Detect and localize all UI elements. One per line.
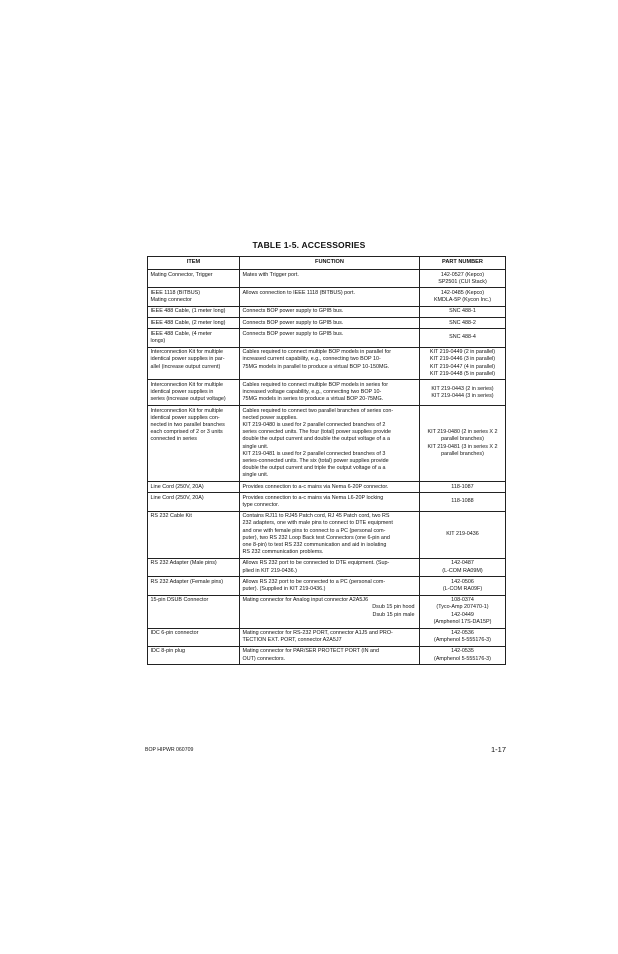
part-number-text: 142-0487 (L-COM RA09M) [442,560,483,574]
part-number-text: KIT 219-0480 (2 in series X 2 parallel branches) KIT 219-0481 (3 in series X 2 parallel branches) [427,429,498,457]
item-text: Interconnection Kit for multiple identical power supplies in series (increase output voltage) [150,381,226,403]
table-body [148,270,506,665]
part-number-cell [420,511,506,558]
part-number-text: SNC 488-4 [449,334,476,341]
part-number-text: 142-0536 (Amphenol 5-555176-3) [434,630,491,644]
table-row [148,482,506,493]
table-row [148,318,506,329]
part-number-text: SNC 488-2 [449,319,476,326]
table-row [148,306,506,317]
item-text: IDC 6-pin connector [150,630,199,637]
function-cell [240,347,420,380]
item-text: IEEE 488 Cable, (1 meter long) [150,308,226,315]
table-row [148,595,506,628]
item-text: IDC 8-pin plug [150,648,185,655]
part-number-text: 118-1087 [451,483,474,490]
part-number-cell [420,318,506,329]
function-cell [240,646,420,664]
part-number-text: KIT 219-0443 (2 in series) KIT 219-0444 (3 in series) [431,385,494,399]
part-number-cell [420,493,506,511]
item-cell [148,482,240,493]
part-number-text: SNC 488-1 [449,308,476,315]
function-text: Connects BOP power supply to GPIB bus. [242,319,344,326]
item-cell [148,646,240,664]
item-cell [148,347,240,380]
item-text: Interconnection Kit for multiple identical power supplies con- nected in two parallel branches each comprised of 2 or 3 units connected in series [150,407,225,443]
part-number-text: 142-0527 (Kepco) SP2501 (CUI Stack) [438,271,487,285]
item-text: RS 232 Cable Kit [150,513,192,520]
accessories-table [147,256,506,665]
function-text: Provides connection to a-c mains via Nema 6-20P connector. [242,483,389,490]
part-number-cell [420,406,506,482]
footer-doc-id: BOP HIPWR 060709 [145,747,194,753]
part-number-cell [420,270,506,288]
part-number-text: KIT 219-0449 (2 in parallel) KIT 219-0446 (3 in parallel) KIT 219-0447 (4 in parallel) KIT 219-0448 (5 in parallel) [429,349,496,377]
part-number-cell [420,329,506,347]
item-cell [148,595,240,628]
function-text: Provides connection to a-c mains via Nema L6-20P locking type connector. [242,494,384,508]
table-row [148,628,506,646]
header-part-number: PART NUMBER [420,257,506,270]
item-text: IEEE 488 Cable, (2 meter long) [150,319,226,326]
part-number-cell [420,306,506,317]
function-text: Allows connection to IEEE 1118 (BITBUS) port. [242,289,355,296]
function-text: Connects BOP power supply to GPIB bus. [242,330,344,337]
table-row [148,577,506,595]
table-row [148,646,506,664]
function-text: Cables required to connect multiple BOP models in parallel for increased current capability, e.g., connecting two BOP 10- 75MG models in parallel to produce a virtual BOP 10-150MG. [242,349,392,370]
table-row [148,406,506,482]
table-row [148,329,506,347]
item-cell [148,577,240,595]
table-title: TABLE 1-5. ACCESSORIES [252,240,366,250]
function-cell [240,406,420,482]
header-item: ITEM [148,257,240,270]
part-number-text: 108-0374 (Tyco-Amp 207470-1) 142-0449 (Amphenol 17S-DA15P) [433,597,492,625]
table-row [148,558,506,576]
item-text: IEEE 1118 (BITBUS) Mating connector [150,289,201,304]
function-cell [240,318,420,329]
table-row [148,493,506,511]
function-cell [240,511,420,558]
part-number-cell [420,288,506,306]
item-cell [148,511,240,558]
function-cell [240,558,420,576]
function-cell [240,628,420,646]
item-text: Mating Connector, Trigger [150,271,213,278]
table-row [148,380,506,406]
part-number-cell [420,482,506,493]
function-text: Mates with Trigger port. [242,271,299,278]
function-text: Connects BOP power supply to GPIB bus. [242,308,344,315]
function-cell [240,329,420,347]
function-cell [240,288,420,306]
function-cell [240,306,420,317]
item-text: IEEE 488 Cable, (4 meter longs) [150,330,212,344]
part-number-text: KIT 219-0436 [446,531,479,538]
item-cell [148,406,240,482]
part-number-cell [420,558,506,576]
part-number-text: 142-0485 (Kepco) KMDLA-5P (Kycon Inc.) [433,289,492,304]
item-cell [148,380,240,406]
function-cell [240,595,420,628]
item-cell [148,318,240,329]
function-text: Allows RS 232 port to be connected to DTE equipment. (Sup- plied in KIT 219-0436.) [242,560,390,574]
part-number-cell [420,347,506,380]
part-number-text: 118-1088 [451,498,474,505]
item-text: Interconnection Kit for multiple identical power supplies in par- allel (increase output current) [150,349,225,370]
item-cell [148,270,240,288]
item-text: RS 232 Adapter (Male pins) [150,560,217,567]
function-cell [240,577,420,595]
table-row [148,511,506,558]
function-text: Contains RJ11 to RJ45 Patch cord, RJ 45 Patch cord, two RS 232 adapters, one with male pins to connect to DTE equipment and one with female pins to connect to a PC (personal com- puter), two RS 232 Loop Back test Connectors (one 6-pin and one 8-pin) to test RS 232 communication and aid in isolating RS 232 communication problems. [242,513,393,556]
function-cell [240,270,420,288]
part-number-cell [420,577,506,595]
table-row [148,288,506,306]
function-text: Mating connector for RS-232 PORT, connector A1J5 and PRO- TECTION EXT. PORT, connector A2A5J7 [242,630,393,644]
part-number-cell [420,628,506,646]
part-number-text: 142-0535 (Amphenol 5-555176-3) [434,648,491,662]
function-cell [240,493,420,511]
item-text: Line Cord (250V, 20A) [150,494,204,501]
function-text: Mating connector for PAR/SER PROTECT PORT (IN and OUT) connectors. [242,648,380,662]
part-number-cell [420,380,506,406]
function-text: Cables required to connect multiple BOP models in series for increased voltage capability, e.g., connecting two BOP 10- 75MG models in series to produce a virtual BOP 20-75MG. [242,381,389,403]
item-text: Line Cord (250V, 20A) [150,483,204,490]
item-cell [148,288,240,306]
item-text: RS 232 Adapter (Female pins) [150,578,224,585]
table-header-row [148,257,506,270]
item-cell [148,558,240,576]
item-cell [148,628,240,646]
function-cell [240,482,420,493]
part-number-text: 142-0506 (L-COM RA09F) [442,578,483,593]
header-function: FUNCTION [240,257,420,270]
item-cell [148,329,240,347]
table-row [148,270,506,288]
item-text: 15-pin DSUB Connector [150,597,209,604]
function-subitem: Dsub 15 pin male [372,611,415,618]
function-cell [240,380,420,406]
item-cell [148,493,240,511]
footer-page-number: 1-17 [490,745,506,754]
function-subitem: Dsub 15 pin hood [372,604,415,611]
function-text: Mating connector for Analog input connector A2A5J6 [242,597,369,604]
table-row [148,347,506,380]
part-number-cell [420,646,506,664]
function-text: Cables required to connect two parallel branches of series con- nected power supplies. KIT 219-0480 is used for 2 parallel connected branches of 2 series connected units. The four (total) power supplies provide double the output current and double the output voltage of a a single unit. KIT 219-0481 is used for 2 parallel connected branches of 3 series-connected units. The six (total) power supplies provide double the output current and triple the output voltage of a a single unit. [242,407,394,479]
item-cell [148,306,240,317]
function-text: Allows RS 232 port to be connected to a PC (personal com- puter). (Supplied in KIT 219-0436.) [242,578,386,593]
part-number-cell [420,595,506,628]
